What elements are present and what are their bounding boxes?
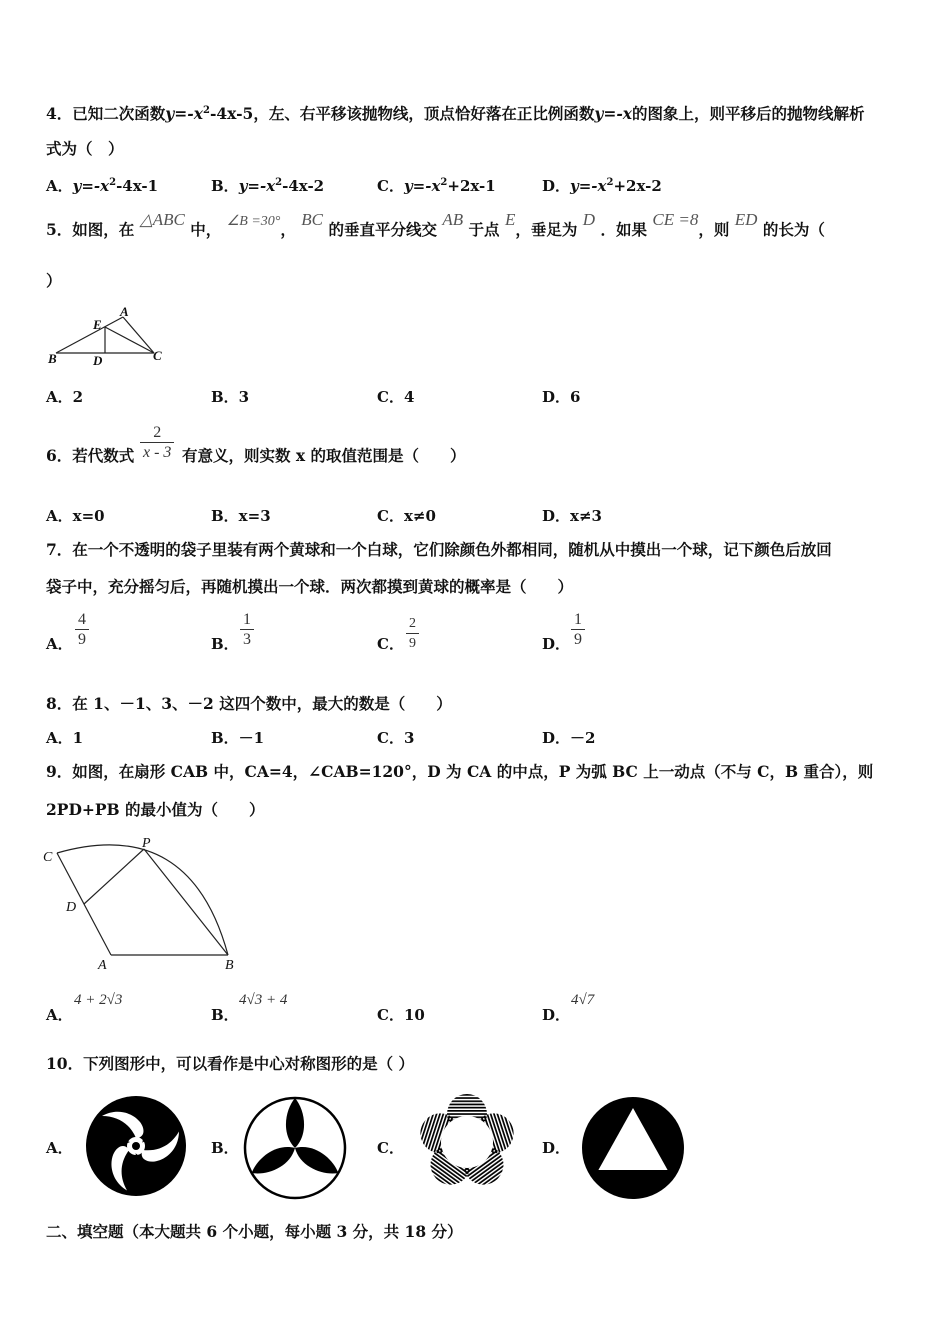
option-exponent: 2 — [606, 177, 614, 188]
q7-option-d-fraction[interactable] — [571, 611, 585, 650]
q4-option-c[interactable] — [377, 173, 496, 196]
q5-text: ，垂足为 — [515, 220, 578, 239]
q7-option-c-fraction[interactable] — [406, 615, 419, 654]
section2-title: 二、填空题（本大题共 6 个小题，每小题 3 分，共 18 分） — [46, 1222, 463, 1241]
q5-math-angle: ∠B =30° — [226, 214, 281, 229]
fraction-numerator: 1 — [243, 611, 251, 628]
q5-option-c[interactable]: C．4 — [377, 388, 415, 406]
q5-triangle-figure — [48, 305, 168, 367]
q4-text: -4x-5，左、右平移该抛物线，顶点恰好落在正比例函数 — [209, 104, 595, 123]
q10-option-d-label[interactable]: D． — [542, 1139, 571, 1157]
q10-option-b-label[interactable]: B． — [211, 1139, 239, 1157]
segment-pb — [144, 849, 228, 955]
q5-option-b[interactable]: B．3 — [211, 388, 250, 406]
q5-option-a[interactable]: A．2 — [46, 388, 84, 406]
q6-option-c[interactable]: C．x≠0 — [377, 507, 436, 525]
q4-option-a[interactable] — [46, 173, 158, 196]
q9-option-d-value[interactable]: 4√7 — [571, 992, 595, 1008]
q4-line1 — [46, 101, 865, 124]
q8-option-b[interactable]: B．－1 — [211, 729, 265, 747]
fraction-denominator: 3 — [243, 631, 251, 648]
q4-line2: 式为（ ） — [46, 139, 124, 158]
label-d: D — [66, 900, 77, 915]
q5-text: 的垂直平分线交 — [328, 220, 437, 239]
label-e: E — [93, 317, 102, 332]
q5-math-bc: BC — [301, 210, 324, 229]
q5-line2: ） — [46, 271, 62, 290]
fraction-numerator: 4 — [78, 611, 86, 628]
q5-text: ， — [280, 220, 296, 239]
q10-option-c-label[interactable]: C． — [377, 1139, 404, 1157]
q7-option-b-label[interactable]: B． — [211, 635, 239, 653]
fraction-denominator: x - 3 — [143, 444, 172, 461]
q6-prefix: 6．若代数式 — [46, 446, 135, 465]
label-b: B — [225, 958, 234, 973]
q5-math-ab: AB — [442, 210, 464, 229]
fraction-numerator: 2 — [153, 424, 162, 441]
q4-linear-function: y=-x — [594, 104, 633, 123]
q4-function: y=-x — [165, 104, 203, 123]
option-math: y=-x — [238, 177, 276, 195]
q7-option-c-label[interactable]: C． — [377, 635, 404, 653]
q6-option-b[interactable]: B．x=3 — [211, 507, 271, 525]
option-label: D． — [542, 177, 571, 195]
option-label: C． — [377, 177, 404, 195]
q9-option-b-value[interactable]: 4√3 + 4 — [239, 992, 288, 1008]
q6-option-d[interactable]: D．x≠3 — [542, 507, 602, 525]
q5-line1 — [46, 210, 825, 242]
option-math: +2x-1 — [447, 177, 496, 195]
q9-option-a-value[interactable]: 4 + 2√3 — [74, 992, 123, 1008]
q9-sector-figure — [40, 835, 240, 975]
option-math: y=-x — [403, 177, 441, 195]
q5-option-d[interactable]: D．6 — [542, 388, 581, 406]
option-exponent: 2 — [275, 177, 283, 188]
q5-math-triangle: △ABC — [139, 210, 185, 229]
q10-figure-b-petals[interactable] — [243, 1096, 347, 1200]
option-math: +2x-2 — [613, 177, 662, 195]
option-math: y=-x — [72, 177, 110, 195]
segment-dp — [84, 849, 144, 904]
q4-exponent: 2 — [202, 105, 210, 116]
q4-option-d[interactable] — [542, 173, 662, 196]
q5-text: 5．如图，在 — [46, 220, 135, 239]
option-exponent: 2 — [109, 177, 117, 188]
q9-line2: 2PD+PB 的最小值为（ ） — [46, 800, 265, 819]
q8-option-a[interactable]: A．1 — [46, 729, 84, 747]
label-c: C — [153, 348, 162, 363]
fraction-denominator: 9 — [574, 631, 582, 648]
q5-math-ce: CE =8 — [652, 210, 699, 229]
q8-option-d[interactable]: D．－2 — [542, 729, 596, 747]
option-label: A． — [46, 177, 73, 195]
q5-text: 于点 — [468, 220, 500, 239]
q7-option-a-label[interactable]: A． — [46, 635, 73, 653]
q5-math-ed: ED — [734, 210, 758, 229]
q10-option-a-label[interactable]: A． — [46, 1139, 73, 1157]
arc-cb — [57, 845, 228, 955]
segment-ec — [105, 327, 154, 353]
q7-line1: 7．在一个不透明的袋子里装有两个黄球和一个白球，它们除颜色外都相同，随机从中摸出一个球，记下颜色后放回 — [46, 540, 832, 559]
label-b: B — [48, 351, 57, 366]
q8-option-c[interactable]: C．3 — [377, 729, 415, 747]
fraction-denominator: 9 — [409, 636, 416, 651]
fraction-denominator: 9 — [78, 631, 86, 648]
q9-option-a-label[interactable]: A． — [46, 1006, 73, 1024]
fraction-numerator: 2 — [409, 616, 416, 631]
q5-math-e: E — [504, 210, 516, 229]
q10-figure-a-swirl[interactable] — [85, 1095, 187, 1197]
q5-text: ，则 — [698, 220, 730, 239]
q6-suffix: 有意义，则实数 x 的取值范围是（ ） — [182, 446, 466, 465]
option-label: B． — [211, 177, 239, 195]
q9-option-c[interactable]: C．10 — [377, 1006, 425, 1024]
q6-fraction — [140, 424, 174, 463]
q6-option-a[interactable]: A．x=0 — [46, 507, 105, 525]
q4-text: 4．已知二次函数 — [46, 104, 166, 123]
q10-line1: 10．下列图形中，可以看作是中心对称图形的是（ ） — [46, 1054, 414, 1073]
q7-option-d-label[interactable]: D． — [542, 635, 571, 653]
q7-option-a-fraction[interactable] — [75, 611, 89, 650]
q9-option-b-label[interactable]: B． — [211, 1006, 239, 1024]
q5-math-d: D — [582, 210, 596, 229]
q7-line2: 袋子中，充分摇匀后，再随机摸出一个球．两次都摸到黄球的概率是（ ） — [46, 577, 574, 596]
label-d: D — [93, 353, 103, 368]
q5-text: 的长为（ — [762, 220, 825, 239]
option-math: -4x-1 — [116, 177, 159, 195]
q7-option-b-fraction[interactable] — [240, 611, 254, 650]
segment-ba — [56, 317, 123, 353]
q10-figure-d-triangle-circle[interactable] — [581, 1096, 685, 1200]
label-c: C — [43, 850, 53, 865]
q4-text: 的图象上，则平移后的抛物线解析 — [632, 104, 865, 123]
q5-text: 中， — [190, 220, 222, 239]
q9-line1: 9．如图，在扇形 CAB 中，CA=4，∠CAB=120°，D 为 CA 的中点，P 为弧 BC 上一动点（不与 C，B 重合），则 — [46, 762, 874, 781]
label-a: A — [98, 958, 107, 973]
q9-option-d-label[interactable]: D． — [542, 1006, 571, 1024]
q10-figure-c-striped-flower[interactable] — [412, 1094, 522, 1194]
q8-line1: 8．在 1、－1、3、－2 这四个数中，最大的数是（ ） — [46, 694, 452, 713]
option-math: -4x-2 — [282, 177, 325, 195]
label-p: P — [142, 836, 151, 851]
fraction-numerator: 1 — [574, 611, 582, 628]
q4-option-b[interactable] — [211, 173, 324, 196]
option-exponent: 2 — [440, 177, 448, 188]
segment-ac — [123, 317, 154, 353]
option-math: y=-x — [570, 177, 607, 195]
label-a: A — [120, 304, 129, 319]
q5-text: ．如果 — [600, 220, 647, 239]
